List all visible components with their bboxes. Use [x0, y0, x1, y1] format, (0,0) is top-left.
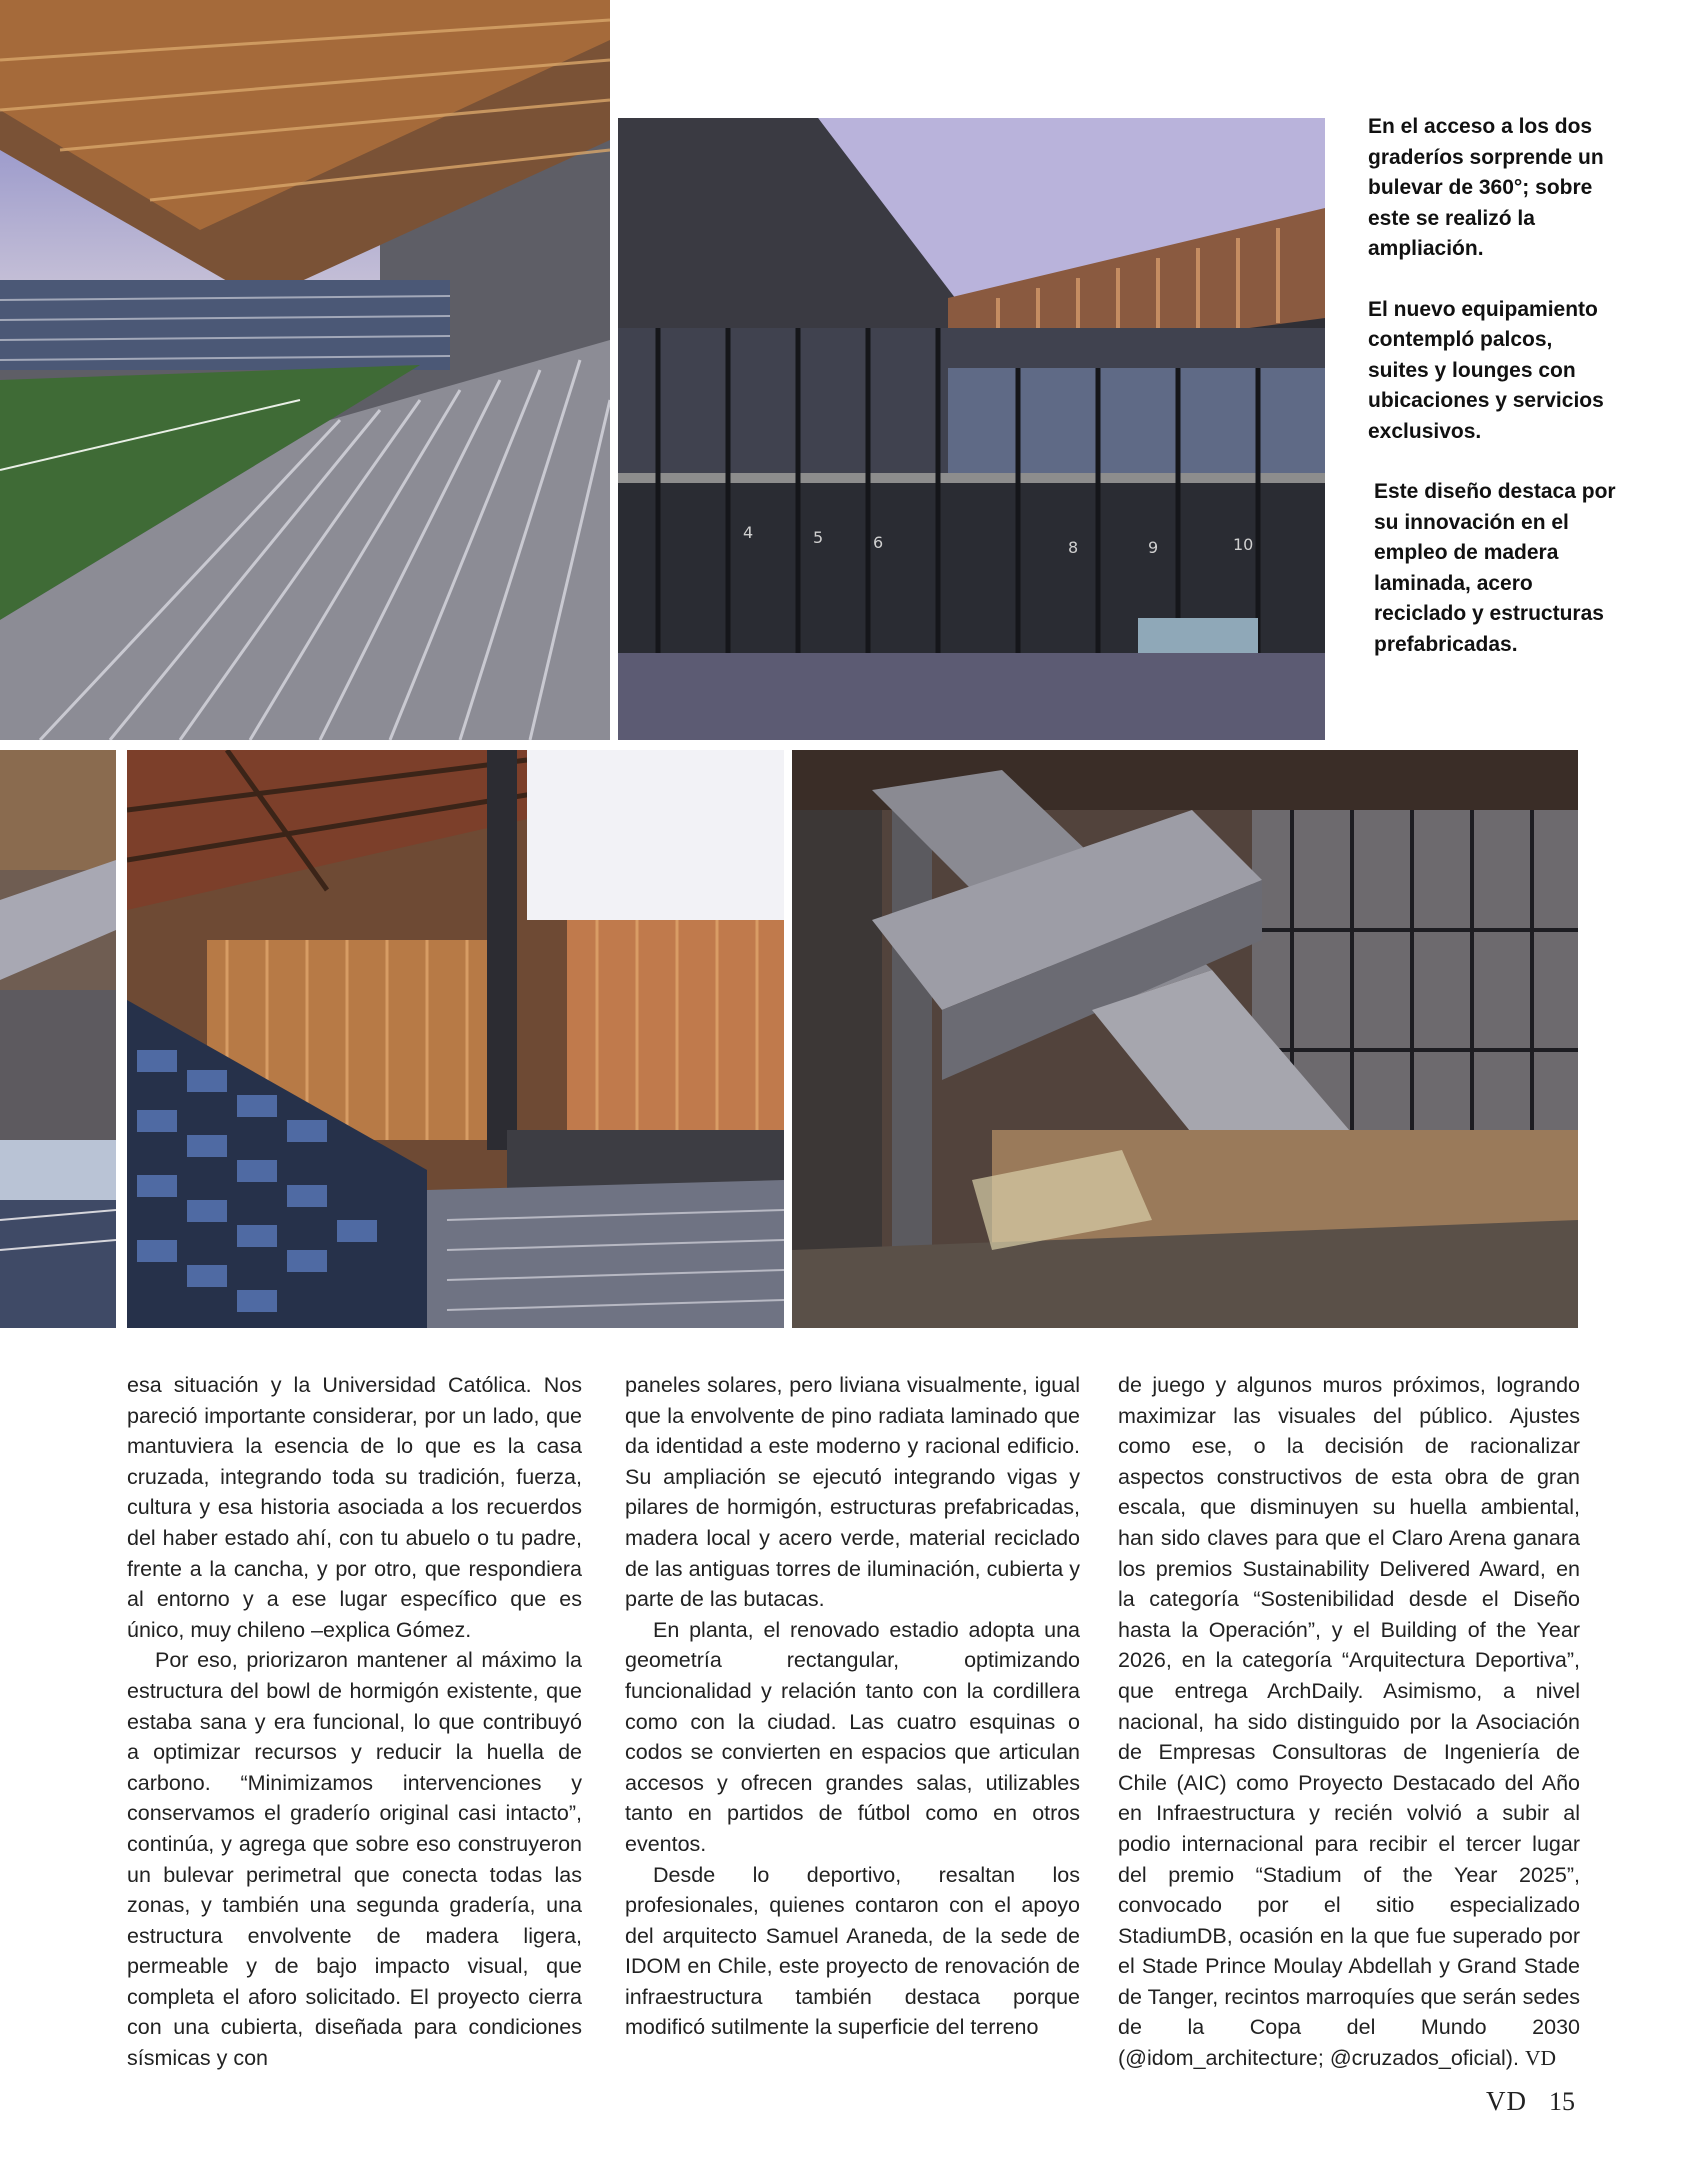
caption-design: Este diseño destaca por su innovación en el empleo de madera laminada, acero reciclado y estructuras prefabricadas.	[1374, 480, 1616, 656]
body-paragraph: esa situación y la Universidad Católica. Nos pareció importante considerar, por un lado, que mantuviera la esencia de lo que es la casa cruzada, integrando toda su tradición, fuerza, cultura y esa historia asociada a los recuerdos del haber estado ahí, con tu abuelo o tu padre, frente a la cancha, y por otro, que respondiera al entorno y a ese lugar específico que es único, muy chileno –explica Gómez.	[127, 1373, 582, 1642]
photo-captions	[1368, 112, 1618, 690]
wooden-stands-photo	[127, 750, 784, 1328]
door-number: 4	[743, 523, 754, 542]
caption-boulevard: En el acceso a los dos graderíos sorprende un bulevar de 360°; sobre este se realizó la ampliación.	[1368, 115, 1604, 260]
page-number: 15	[1549, 2087, 1575, 2116]
body-paragraph: En planta, el renovado estadio adopta una geometría rectangular, optimizando funcionalidad y relación tanto con la cordillera como con la ciudad. Las cuatro esquinas o codos se convierten en espacios que articulan accesos y ofrecen grandes salas, utilizables tanto en partidos de fútbol como en otros eventos.	[625, 1617, 1080, 1856]
door-number: 5	[813, 528, 824, 547]
magazine-logo: VD	[1486, 2086, 1527, 2116]
body-paragraph: Desde lo deportivo, resaltan los profesionales, quienes contaron con el apoyo del arquitecto Samuel Araneda, de la sede de IDOM en Chile, este proyecto de renovación de infraestructura también destaca porque modificó sutilmente la superficie del terreno	[625, 1862, 1080, 2040]
end-mark: VD	[1524, 2046, 1556, 2071]
door-number: 8	[1068, 538, 1079, 557]
text-column-2	[625, 1370, 1080, 2043]
staircase-photo	[792, 750, 1578, 1328]
text-column-1	[127, 1370, 582, 2074]
body-paragraph	[1118, 1370, 1580, 2074]
boulevard-photo	[618, 118, 1325, 740]
body-paragraph: paneles solares, pero liviana visualmente, igual que la envolvente de pino radiata laminado que da identidad a este moderno y racional edificio. Su ampliación se ejecutó integrando vigas y pilares de hormigón, estructuras prefabricadas, madera local y acero verde, material reciclado de las antiguas torres de iluminación, cubierta y parte de las butacas.	[625, 1373, 1080, 1612]
stadium-edge-photo	[0, 750, 116, 1328]
caption-equipment: El nuevo equipamiento contempló palcos, suites y lounges con ubicaciones y servicios exclusivos.	[1368, 297, 1604, 443]
body-paragraph-text: de juego y algunos muros próximos, logrando maximizar las visuales del público. Ajustes como ese, o la decisión de racionalizar aspectos constructivos de esta obra de gran escala, que disminuyen su huella ambiental, han sido claves para que el Claro Arena ganara los premios Sustainability Delivered Award, en la categoría “Sostenibilidad desde el Diseño hasta la Operación”, y el Building of the Year 2026, en la categoría “Arquitectura Deportiva”, que entrega ArchDaily. Asimismo, a nivel nacional, ha sido distinguido por la Asociación de Empresas Consultoras de Ingeniería de Chile (AIC) como Proyecto Destacado del Año en Infraestructura y recién volvió a subir al podio internacional para recibir el tercer lugar del premio “Stadium of the Year 2025”, convocado por el sitio especializado StadiumDB, ocasión en la que fue superado por el Stade Prince Moulay Abdellah y Grand Stade de Tanger, recintos marroquíes que serán sedes de la Copa del Mundo 2030 (@idom_architecture; @cruzados_oficial).	[1118, 1373, 1580, 2071]
page-folio	[1486, 2086, 1575, 2117]
door-number: 9	[1148, 538, 1159, 557]
door-number: 10	[1233, 535, 1254, 554]
body-paragraph: Por eso, priorizaron mantener al máximo la estructura del bowl de hormigón existente, que estaba sana y era funcional, lo que contribuyó a optimizar recursos y reducir la huella de carbono. “Minimizamos intervenciones y conservamos el graderío original casi intacto”, continúa, y agrega que sobre eso construyeron un bulevar perimetral que conecta todas las zonas, y también una segunda gradería, una estructura envolvente de madera ligera, permeable y de bajo impacto visual, que completa el aforo solicitado. El proyecto cierra con una cubierta, diseñada para condiciones sísmicas y con	[127, 1648, 582, 2071]
stadium-bowl-photo	[0, 0, 610, 740]
door-number: 6	[873, 533, 884, 552]
text-column-3	[1118, 1370, 1580, 2074]
